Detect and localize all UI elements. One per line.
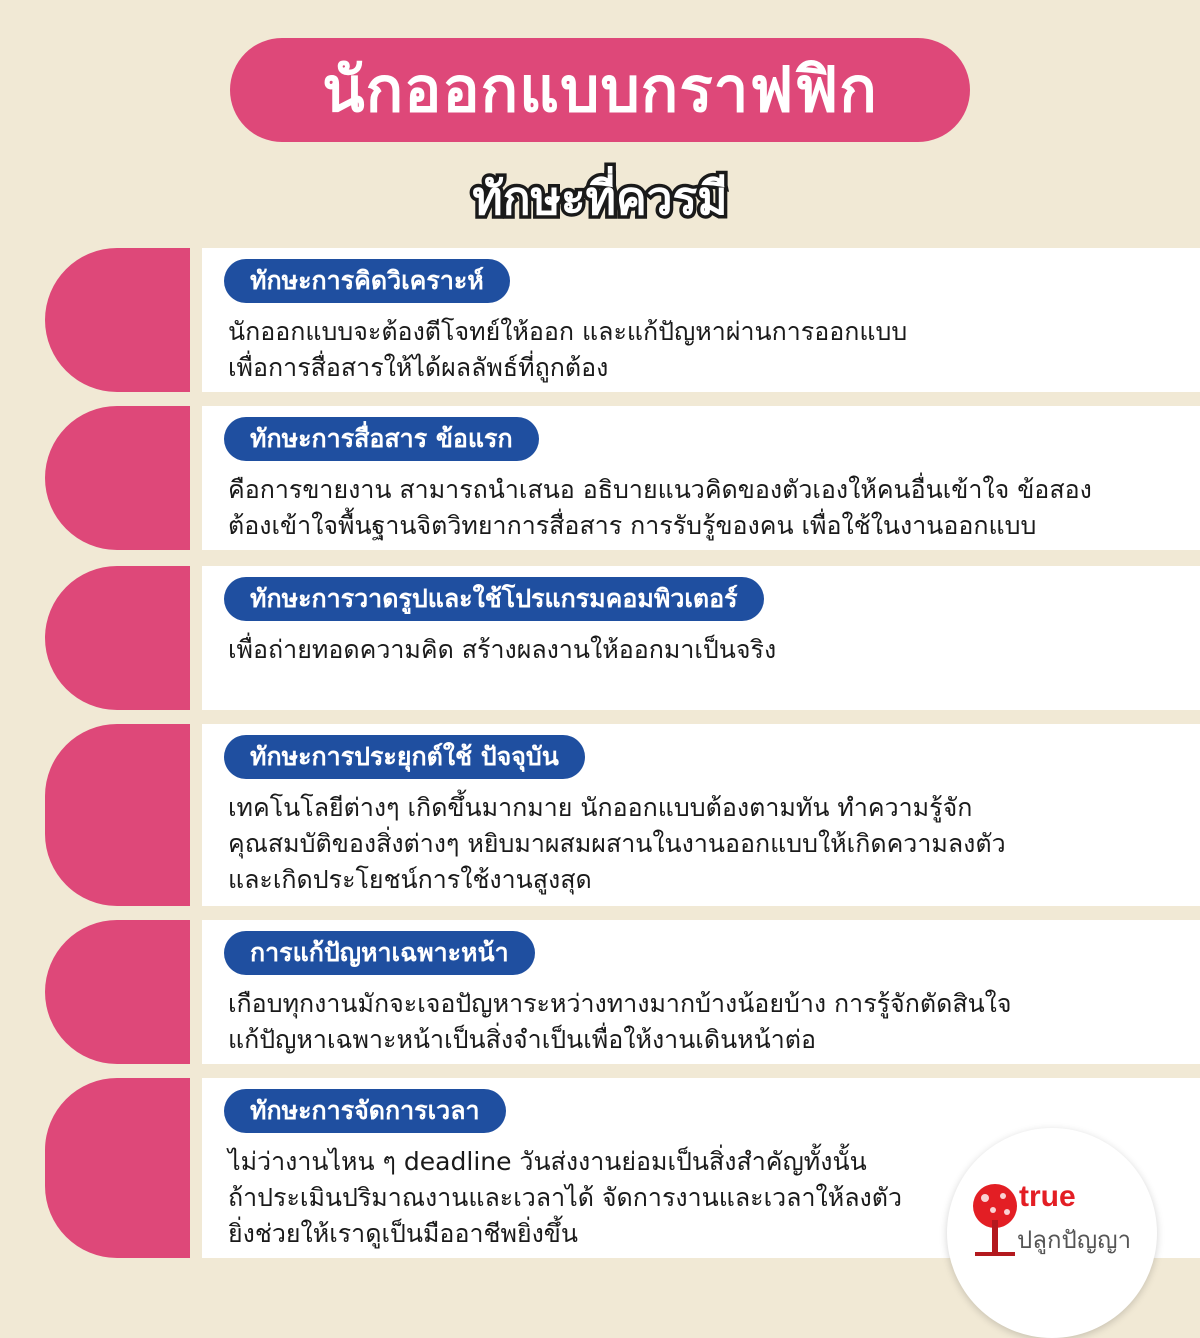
skill-description: ไม่ว่างานไหน ๆ deadline วันส่งงานย่อมเป็นสิ่งสำคัญทั้งนั้น ถ้าประเมินปริมาณงานและเวลาได้ จัดการงานและเวลาให้ลงตัว ยิ่งช่วยให้เราดูเป็นมืออาชีพยิ่งขึ้น bbox=[228, 1147, 903, 1248]
brand-logo bbox=[947, 1128, 1157, 1338]
skill-description: เทคโนโลยีต่างๆ เกิดขึ้นมากมาย นักออกแบบต้องตามทัน ทำความรู้จัก คุณสมบัติของสิ่งต่างๆ หยิบมาผสมผสานในงานออกแบบให้เกิดความลงตัว และเกิดประโยชน์การใช้งานสูงสุด bbox=[228, 793, 1006, 894]
skill-tab-decoration bbox=[45, 1078, 190, 1258]
skill-row bbox=[0, 406, 1200, 550]
skill-tab-decoration bbox=[45, 724, 190, 906]
skill-row bbox=[0, 724, 1200, 906]
skill-card bbox=[202, 566, 1200, 710]
skill-description: คือการขายงาน สามารถนำเสนอ อธิบายแนวคิดของตัวเองให้คนอื่นเข้าใจ ข้อสอง ต้องเข้าใจพื้นฐานจิตวิทยาการสื่อสาร การรับรู้ของคน เพื่อใช้ในงานออกแบบ bbox=[228, 475, 1092, 540]
skill-tab-decoration bbox=[45, 920, 190, 1064]
skill-heading: ทักษะการสื่อสาร ข้อแรก bbox=[224, 417, 539, 461]
skill-row bbox=[0, 920, 1200, 1064]
skill-heading: ทักษะการคิดวิเคราะห์ bbox=[224, 259, 510, 303]
logo-brand-text: true bbox=[1019, 1180, 1076, 1213]
skill-description: เพื่อถ่ายทอดความคิด สร้างผลงานให้ออกมาเป็นจริง bbox=[228, 635, 777, 664]
skill-card bbox=[202, 248, 1200, 392]
skill-row bbox=[0, 566, 1200, 710]
skill-tab-decoration bbox=[45, 566, 190, 710]
skill-tab-decoration bbox=[45, 406, 190, 550]
skill-heading: การแก้ปัญหาเฉพาะหน้า bbox=[224, 931, 535, 975]
skill-heading: ทักษะการวาดรูปและใช้โปรแกรมคอมพิวเตอร์ bbox=[224, 577, 764, 621]
skill-row bbox=[0, 248, 1200, 392]
skill-description: นักออกแบบจะต้องตีโจทย์ให้ออก และแก้ปัญหาผ่านการออกแบบ เพื่อการสื่อสารให้ได้ผลลัพธ์ที่ถูกต้อง bbox=[228, 317, 908, 382]
skill-description: เกือบทุกงานมักจะเจอปัญหาระหว่างทางมากบ้างน้อยบ้าง การรู้จักตัดสินใจ แก้ปัญหาเฉพาะหน้าเป็นสิ่งจำเป็นเพื่อให้งานเดินหน้าต่อ bbox=[228, 989, 1012, 1054]
skill-card bbox=[202, 724, 1200, 906]
skill-heading: ทักษะการจัดการเวลา bbox=[224, 1089, 506, 1133]
skill-tab-decoration bbox=[45, 248, 190, 392]
skill-card bbox=[202, 406, 1200, 550]
skill-heading: ทักษะการประยุกต์ใช้ ปัจจุบัน bbox=[224, 735, 585, 779]
page-title: นักออกแบบกราฟฟิก bbox=[322, 53, 878, 126]
skill-card bbox=[202, 920, 1200, 1064]
tree-icon bbox=[965, 1180, 1025, 1260]
logo-sub-text: ปลูกปัญญา bbox=[1017, 1226, 1132, 1254]
page-subtitle: ทักษะที่ควรมี bbox=[472, 171, 728, 225]
